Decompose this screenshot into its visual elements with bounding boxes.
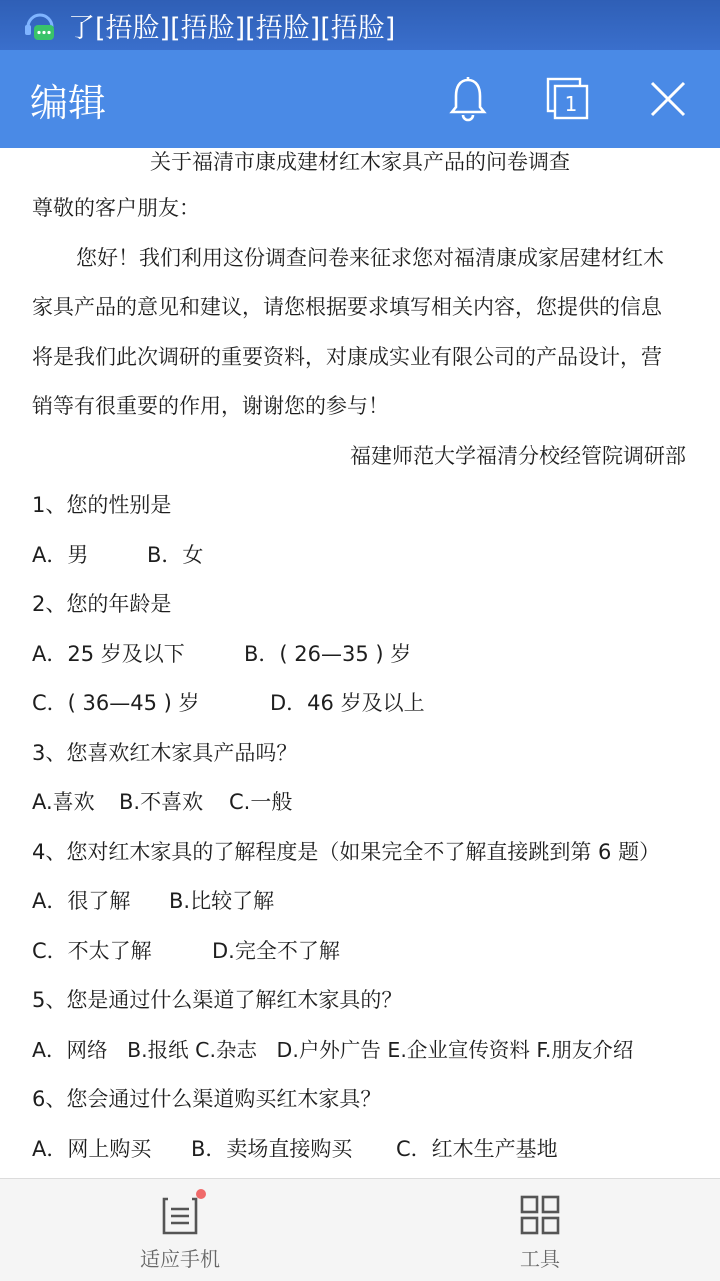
question-2-options-row1 xyxy=(32,630,688,680)
status-bar xyxy=(0,0,720,50)
option: A．男 xyxy=(32,542,89,567)
question-4-options-row1 xyxy=(32,877,688,927)
grid-tools-icon xyxy=(518,1193,562,1237)
doc-title: 关于福清市康成建材红木家具产品的问卷调查 xyxy=(150,150,570,174)
option: B.不喜欢 xyxy=(119,790,204,814)
option: A．网上购买 xyxy=(32,1136,152,1161)
question-1-options xyxy=(32,531,688,581)
fit-phone-label: 适应手机 xyxy=(140,1247,220,1271)
option: C.一般 xyxy=(229,790,293,814)
signature: 福建师范大学福清分校经管院调研部 xyxy=(350,443,686,468)
bell-icon[interactable] xyxy=(438,69,498,129)
fit-phone-button[interactable] xyxy=(80,1179,280,1281)
option: A.喜欢 xyxy=(32,790,95,814)
page-title: 编辑 xyxy=(30,80,107,125)
assistant-headset-icon[interactable] xyxy=(20,5,60,45)
question-3-options xyxy=(32,778,688,828)
status-notification-text: 了[捂脸][捂脸][捂脸][捂脸] xyxy=(68,12,396,44)
paragraph-line: 销等有很重要的作用，谢谢您的参与！ xyxy=(32,394,389,418)
greeting: 尊敬的客户朋友： xyxy=(32,196,200,220)
paragraph-line: 将是我们此次调研的重要资料，对康成实业有限公司的产品设计，营 xyxy=(32,344,662,369)
question-3: 3、您喜欢红木家具产品吗？ xyxy=(32,740,298,765)
question-6: 6、您会通过什么渠道购买红木家具？ xyxy=(32,1087,382,1111)
question-2: 2、您的年龄是 xyxy=(32,592,172,616)
option: B．卖场直接购买 xyxy=(191,1136,353,1161)
tools-label: 工具 xyxy=(520,1247,560,1271)
tools-button[interactable] xyxy=(440,1179,640,1281)
question-4: 4、您对红木家具的了解程度是（如果完全不了解直接跳到第 6 题） xyxy=(32,839,661,864)
option: B.比较了解 xyxy=(169,889,275,913)
fit-phone-icon xyxy=(158,1193,202,1237)
question-4-options-row2 xyxy=(32,927,688,977)
option: B．女 xyxy=(147,542,204,567)
notification-dot xyxy=(196,1189,206,1199)
option: C．红木生产基地 xyxy=(396,1136,558,1161)
question-5-options: A．网络 B.报纸 C.杂志 D.户外广告 E.企业宣传资料 F.朋友介绍 xyxy=(32,1037,634,1062)
header-bar xyxy=(0,50,720,148)
option: B．( 26—35 ) 岁 xyxy=(244,641,412,666)
close-icon[interactable] xyxy=(638,69,698,129)
paragraph-line: 您好！我们利用这份调查问卷来征求您对福清康成家居建材红木 xyxy=(76,245,664,270)
option: C．不太了解 xyxy=(32,938,152,963)
question-1: 1、您的性别是 xyxy=(32,493,172,517)
option: D.完全不了解 xyxy=(212,938,340,963)
document-view[interactable] xyxy=(0,148,720,1178)
option: A．25 岁及以下 xyxy=(32,641,185,666)
bottom-toolbar xyxy=(0,1178,720,1281)
option: A．很了解 xyxy=(32,889,131,913)
option: D．46 岁及以上 xyxy=(270,691,425,715)
question-2-options-row2 xyxy=(32,679,688,729)
option: C．( 36—45 ) 岁 xyxy=(32,691,200,715)
question-6-options xyxy=(32,1125,688,1175)
pages-icon[interactable] xyxy=(538,69,598,129)
paragraph-line: 家具产品的意见和建议，请您根据要求填写相关内容，您提供的信息 xyxy=(32,295,662,319)
question-5: 5、您是通过什么渠道了解红木家具的？ xyxy=(32,988,403,1012)
page-count: 1 xyxy=(564,92,578,116)
